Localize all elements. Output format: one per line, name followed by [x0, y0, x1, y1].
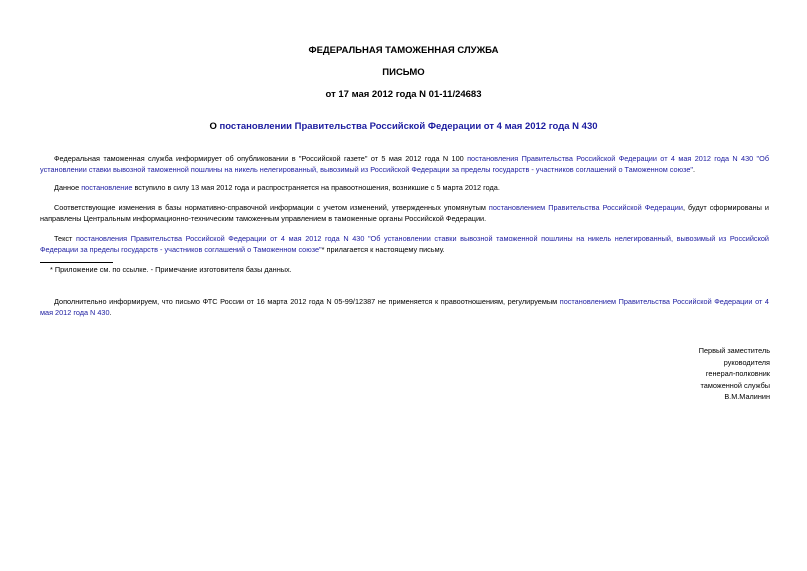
paragraph-5-link[interactable]: постановлением Правительства Российской Федерации от 4 мая 2012 года N 430	[40, 297, 769, 318]
paragraph-2-text-end: вступило в силу 13 мая 2012 года и распространяется на правоотношения, возникшие с 5 марта 2012 года.	[132, 183, 500, 192]
paragraph-3-text-start: Соответствующие изменения в базы нормативно-справочной информации с учетом изменений, утвержденных упомянутым	[54, 203, 489, 212]
paragraph-4-link[interactable]: постановления Правительства Российской Федерации от 4 мая 2012 года N 430 "Об установлении ставки вывозной таможенной пошлины на никель нелегированный, вывозимый из Российской Федерации за пределы государств - участников соглашений о Таможенном союзе"	[40, 234, 769, 255]
signature-block	[699, 345, 770, 403]
subject-link[interactable]: постановлении Правительства Российской Федерации от 4 мая 2012 года N 430	[219, 121, 598, 132]
paragraph-3-link[interactable]: постановлением Правительства Российской Федерации	[488, 203, 683, 212]
paragraph-2-link[interactable]: постановление	[81, 183, 133, 192]
paragraph-4-text-end: * прилагается к настоящему письму.	[321, 245, 445, 255]
document-type: ПИСЬМО	[382, 67, 425, 78]
paragraph-1-text-end: .	[692, 165, 696, 175]
agency-title: ФЕДЕРАЛЬНАЯ ТАМОЖЕННАЯ СЛУЖБА	[308, 45, 499, 56]
paragraph-1	[40, 153, 769, 176]
signature-position-cont: руководителя	[723, 357, 770, 367]
paragraph-5-text-end: .	[109, 308, 112, 318]
footnote-divider	[40, 262, 113, 263]
paragraph-3-text-end: , будут сформированы и направлены Центральным информационно-техническим таможенным управлением в таможенные органы Российской Федерации.	[40, 203, 769, 224]
paragraph-1-link[interactable]: постановления Правительства Российской Федерации от 4 мая 2012 года N 430 "Об установлении ставки вывозной таможенной пошлины на никель нелегированный, вывозимый из Российской Федерации за пределы государств - участников соглашений о Таможенном союзе"	[40, 154, 770, 175]
paragraph-5	[40, 296, 769, 319]
document-date-number: от 17 мая 2012 года N 01-11/24683	[325, 89, 482, 100]
paragraph-2	[40, 182, 769, 193]
signature-rank-cont: таможенной службы	[700, 380, 770, 390]
signature-name: В.М.Малинин	[724, 392, 770, 402]
paragraph-4	[40, 233, 769, 256]
paragraph-1-text-start: Федеральная таможенная служба информирует об опубликовании в "Российской газете" от 5 мая 2012 года N 100	[54, 154, 468, 163]
document-subject	[0, 121, 807, 133]
footnote: * Приложение см. по ссылке. - Примечание изготовителя базы данных.	[50, 265, 292, 274]
paragraph-3	[40, 202, 769, 225]
subject-prefix: О	[209, 121, 220, 132]
signature-rank: генерал-полковник	[705, 369, 770, 379]
signature-position: Первый заместитель	[698, 346, 770, 355]
paragraph-5-text-start: Дополнительно информируем, что письмо ФТС России от 16 марта 2012 года N 05-99/12387 не применяется к правоотношениям, регулируемым	[54, 297, 560, 306]
paragraph-4-text-start: Текст	[54, 234, 76, 243]
paragraph-2-text-start: Данное	[54, 183, 82, 192]
